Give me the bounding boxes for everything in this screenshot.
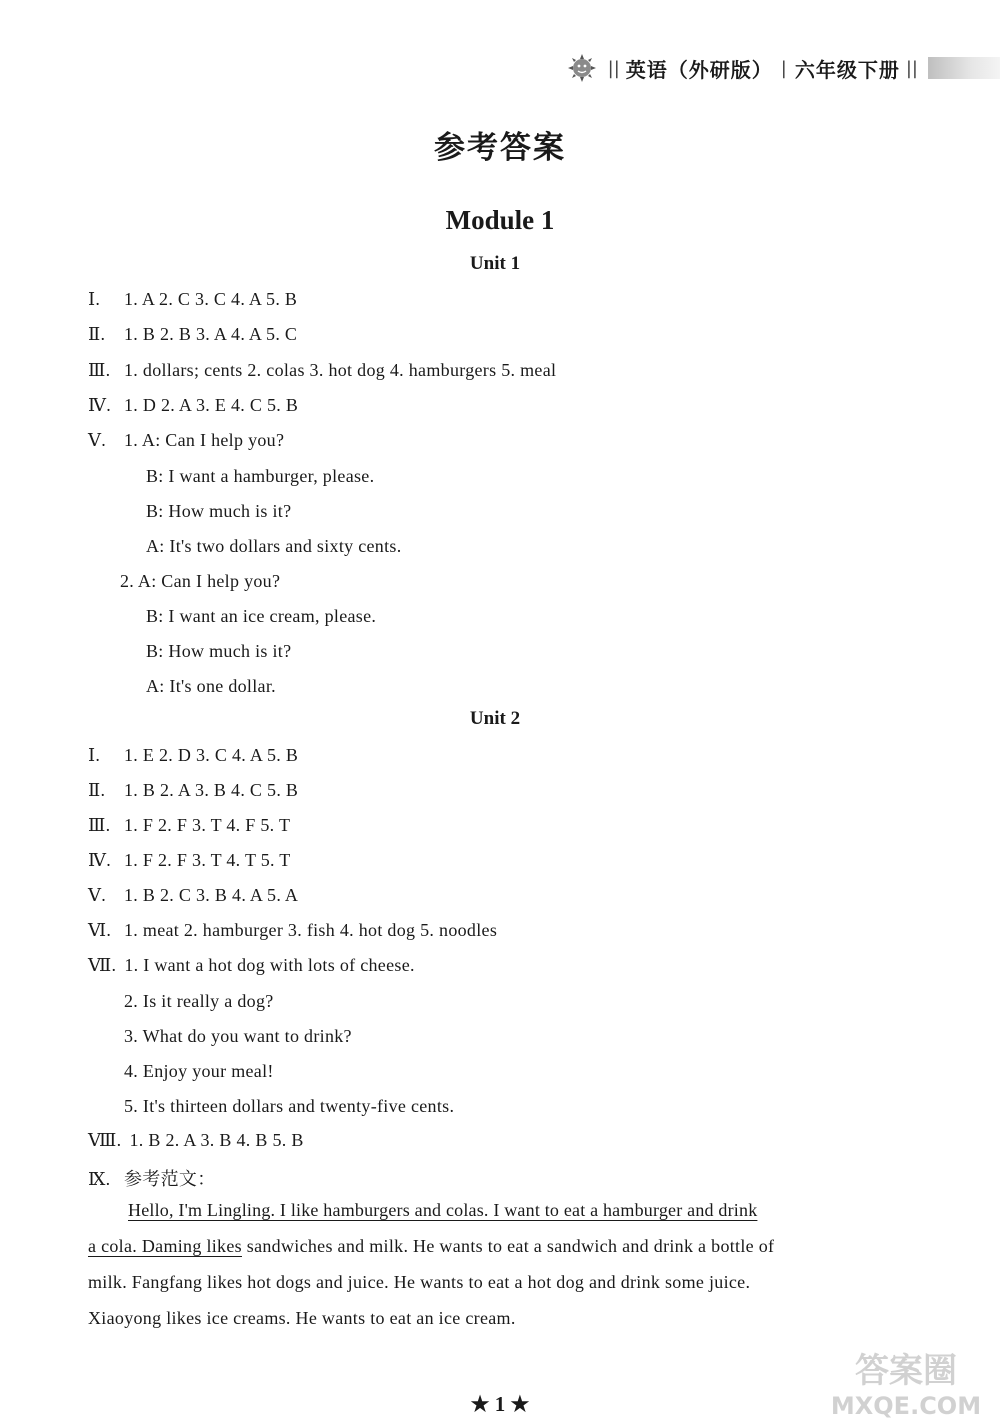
answer-line: [88, 289, 297, 310]
answer-line: [88, 780, 298, 801]
exercise-number: Ⅸ.: [88, 1169, 111, 1189]
answer-line: [88, 815, 290, 836]
exercise-number: Ⅷ.: [88, 1130, 122, 1150]
exercise-number: Ⅵ.: [88, 920, 112, 940]
page-title: 参考答案: [434, 130, 566, 166]
exercise-number: Ⅰ.: [88, 289, 101, 309]
header-divider-icon: ||: [905, 57, 918, 79]
essay-underlined-text: a cola. Daming likes: [88, 1236, 242, 1256]
module-title: Module 1: [445, 205, 555, 235]
essay-line: [88, 1236, 916, 1257]
answer-line: [88, 324, 297, 345]
essay-text: sandwiches and milk. He wants to eat a sandwich and drink a bottle of: [241, 1236, 775, 1256]
exercise-number: Ⅴ.: [88, 430, 107, 450]
header-divider-icon: |: [780, 57, 787, 79]
exercise-number: Ⅶ.: [88, 955, 117, 975]
watermark-top-text: 答案圈: [855, 1351, 957, 1391]
exercise-number: Ⅳ.: [88, 850, 112, 870]
header-grade: 六年级下册: [794, 57, 900, 82]
dialog-line: A: It's one dollar.: [146, 676, 276, 696]
header-subject: 英语（外研版）: [625, 57, 773, 82]
dialog-line: B: I want an ice cream, please.: [146, 606, 377, 626]
exercise-number: Ⅴ.: [88, 885, 107, 905]
answer-text: 1. B 2. C 3. B 4. A 5. A: [124, 885, 299, 905]
dialog-line: B: How much is it?: [146, 641, 292, 661]
dialog-line: B: How much is it?: [146, 501, 292, 521]
page-number: ★ 1 ★: [470, 1392, 530, 1416]
answer-line: [88, 360, 556, 381]
answer-text: 1. I want a hot dog with lots of cheese.: [124, 955, 415, 975]
sample-essay-label: 参考范文：: [124, 1169, 216, 1190]
dialog-line: A: It's two dollars and sixty cents.: [146, 536, 402, 556]
answer-line: [88, 1130, 304, 1151]
exercise-number: Ⅱ.: [88, 324, 106, 344]
header-divider-icon: ||: [607, 57, 620, 79]
answer-line: [88, 920, 497, 941]
answer-text: 1. dollars; cents 2. colas 3. hot dog 4. hamburgers 5. meal: [124, 360, 557, 380]
answer-line: [88, 850, 291, 871]
sentence-line: 4. Enjoy your meal!: [124, 1061, 274, 1081]
answer-line: [88, 885, 298, 906]
essay-line: Hello, I'm Lingling. I like hamburgers and colas. I want to eat a hamburger and drink: [128, 1200, 758, 1220]
page-header: [566, 50, 1000, 86]
mascot-sun-icon: [566, 52, 598, 84]
answer-text: 1. B 2. A 3. B 4. C 5. B: [124, 780, 299, 800]
answer-line: [88, 745, 298, 766]
answer-text: 1. E 2. D 3. C 4. A 5. B: [124, 745, 299, 765]
answer-text: 1. B 2. B 3. A 4. A 5. C: [124, 324, 298, 344]
answer-text: 1. F 2. F 3. T 4. F 5. T: [124, 815, 291, 835]
answer-text: 1. A: Can I help you?: [124, 430, 285, 450]
dialog-line: B: I want a hamburger, please.: [146, 466, 375, 486]
answer-text: 1. B 2. A 3. B 4. B 5. B: [129, 1130, 304, 1150]
unit-1-title: Unit 1: [469, 253, 521, 274]
exercise-number: Ⅲ.: [88, 360, 111, 380]
answer-text: 1. A 2. C 3. C 4. A 5. B: [124, 289, 298, 309]
unit-2-title: Unit 2: [469, 708, 521, 729]
watermark-logo: [812, 1342, 1000, 1422]
essay-line: milk. Fangfang likes hot dogs and juice. He wants to eat a hot dog and drink some juice.: [88, 1272, 751, 1292]
exercise-number: Ⅲ.: [88, 815, 111, 835]
answer-line: [88, 430, 284, 451]
sentence-line: 5. It's thirteen dollars and twenty-five cents.: [124, 1096, 455, 1116]
answer-text: 1. D 2. A 3. E 4. C 5. B: [124, 395, 299, 415]
essay-line: Xiaoyong likes ice creams. He wants to eat an ice cream.: [88, 1308, 516, 1328]
answer-text: 1. F 2. F 3. T 4. T 5. T: [124, 850, 291, 870]
watermark-bottom-text: MXQE.COM: [830, 1392, 982, 1420]
sentence-line: 3. What do you want to drink?: [124, 1026, 352, 1046]
header-gradient-strip: [928, 57, 1000, 79]
answer-line: [88, 395, 298, 416]
answer-line: [88, 955, 415, 976]
answer-text: 1. meat 2. hamburger 3. fish 4. hot dog 5. noodles: [124, 920, 498, 940]
sentence-line: 2. Is it really a dog?: [124, 991, 274, 1011]
dialog-line: 2. A: Can I help you?: [120, 571, 281, 591]
exercise-number: Ⅰ.: [88, 745, 101, 765]
answer-line: [88, 1165, 216, 1191]
exercise-number: Ⅳ.: [88, 395, 112, 415]
exercise-number: Ⅱ.: [88, 780, 106, 800]
